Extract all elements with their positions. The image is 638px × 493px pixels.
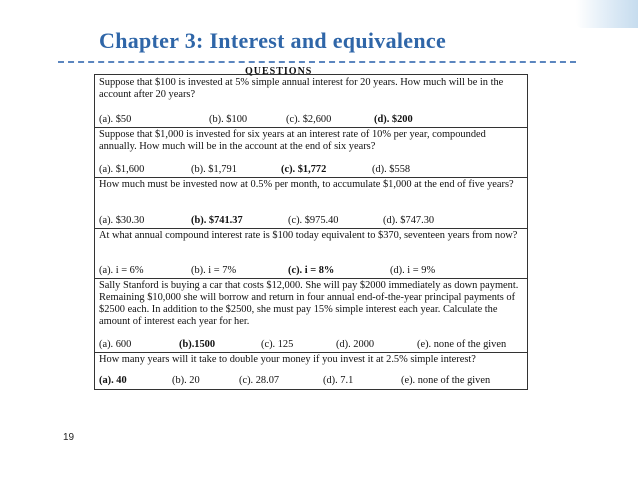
option-c: (c). 28.07 [239, 375, 280, 386]
option-c: (c). $1,772 [281, 164, 327, 175]
option-a: (a). i = 6% [99, 265, 144, 276]
options-row [99, 215, 527, 227]
options-row [99, 265, 527, 277]
option-a: (a). $1,600 [99, 164, 145, 175]
option-d: (d). 2000 [336, 339, 375, 350]
question-text: How much must be invested now at 0.5% per month, to accumulate $1,000 at the end of five years? [99, 179, 514, 190]
option-b: (b). $100 [209, 114, 248, 125]
options-row [99, 114, 527, 126]
question-block-6 [95, 352, 527, 390]
option-d: (d). $200 [374, 114, 413, 125]
option-b: (b). i = 7% [191, 265, 237, 276]
option-a: (a). $50 [99, 114, 132, 125]
option-d: (d). $747.30 [383, 215, 435, 226]
options-row [99, 339, 527, 351]
option-c: (c). 125 [261, 339, 294, 350]
slide-title: Chapter 3: Interest and equivalence [99, 28, 447, 53]
question-block-5 [95, 278, 527, 352]
option-b: (b). $741.37 [191, 215, 243, 226]
option-c: (c). $975.40 [288, 215, 339, 226]
option-c: (c). i = 8% [288, 265, 335, 276]
options-row [99, 164, 527, 176]
question-block-2 [95, 127, 527, 177]
option-a: (a). $30.30 [99, 215, 145, 226]
question-text: Suppose that $100 is invested at 5% simple annual interest for 20 years. How much will be in the account after 20 years? [99, 77, 504, 100]
page-number: 19 [63, 432, 75, 443]
question-text: Suppose that $1,000 is invested for six years at an interest rate of 10% per year, compounded annually. How much will be in the account at the end of six years? [99, 129, 486, 152]
question-block-3 [95, 177, 527, 228]
quiz-table [94, 66, 528, 390]
option-c: (c). $2,600 [286, 114, 332, 125]
decorative-corner-gradient [576, 0, 638, 28]
options-row [99, 375, 527, 387]
question-text: At what annual compound interest rate is $100 today equivalent to $370, seventeen years from now? [99, 230, 518, 241]
question-block-4 [95, 228, 527, 278]
question-text: How many years will it take to double your money if you invest it at 2.5% simple interest? [99, 354, 476, 365]
option-d: (d). 7.1 [323, 375, 354, 386]
option-d: (d). $558 [372, 164, 411, 175]
option-e: (e). none of the given [401, 375, 491, 386]
option-a: (a). 600 [99, 339, 132, 350]
question-text: Sally Stanford is buying a car that costs $12,000. She will pay $2000 immediately as down payment. Remaining $10,000 she will borrow and return in four annual end-of-the-year principal payments of $2500 each. In addition to the $2500, she must pay 15% simple interest each year. Calculate the amount of interest each year for her. [99, 280, 519, 327]
option-b: (b).1500 [179, 339, 216, 350]
option-a: (a). 40 [99, 375, 127, 386]
cropped-header-strip: QUESTIONS [245, 66, 313, 77]
option-d: (d). i = 9% [390, 265, 436, 276]
option-b: (b). $1,791 [191, 164, 237, 175]
option-b: (b). 20 [172, 375, 200, 386]
title-dashed-rule [58, 61, 576, 63]
option-e: (e). none of the given [417, 339, 507, 350]
